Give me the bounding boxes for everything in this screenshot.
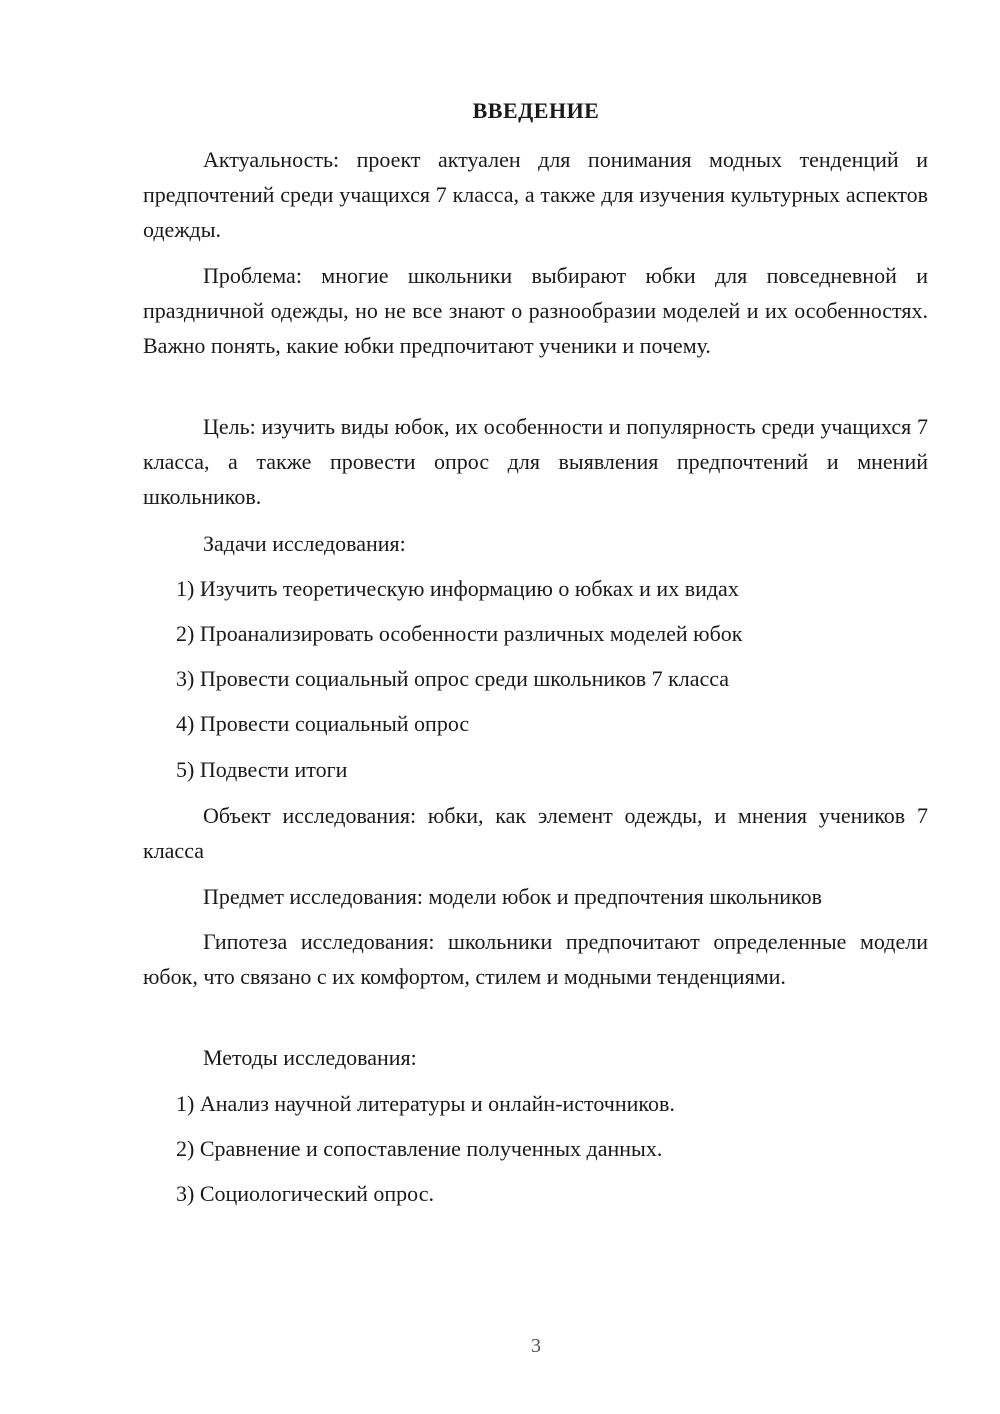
task-item: 2) Проанализировать особенности различных моделей юбок (176, 621, 743, 646)
paragraph-relevance: Актуальность: проект актуален для понимания модных тенденций и предпочтений среди учащихся 7 класса, а также для изучения культурных аспектов одежды. (143, 147, 928, 242)
paragraph-subject: Предмет исследования: модели юбок и предпочтения школьников (203, 884, 823, 909)
task-item: 1) Изучить теоретическую информацию о юбках и их видах (176, 576, 739, 601)
section-heading: ВВЕДЕНИЕ (472, 98, 600, 123)
method-item: 2) Сравнение и сопоставление полученных данных. (176, 1136, 663, 1161)
paragraph-object: Объект исследования: юбки, как элемент одежды, и мнения учеников 7 класса (143, 803, 928, 863)
task-item: 5) Подвести итоги (176, 757, 348, 782)
method-item: 3) Социологический опрос. (176, 1181, 434, 1206)
task-item: 3) Провести социальный опрос среди школьников 7 класса (176, 666, 730, 691)
page-number: 3 (531, 1335, 541, 1357)
method-item: 1) Анализ научной литературы и онлайн-источников. (176, 1091, 675, 1116)
paragraph-goal: Цель: изучить виды юбок, их особенности и популярность среди учащихся 7 класса, а также провести опрос для выявления предпочтений и мнений школьников. (143, 414, 928, 509)
paragraph-hypothesis: Гипотеза исследования: школьники предпочитают определенные модели юбок, что связано с их комфортом, стилем и модными тенденциями. (143, 929, 928, 989)
task-item: 4) Провести социальный опрос (176, 711, 470, 736)
tasks-title: Задачи исследования: (203, 531, 406, 556)
paragraph-problem: Проблема: многие школьники выбирают юбки для повседневной и праздничной одежды, но не все знают о разнообразии моделей и их особенностях. Важно понять, какие юбки предпочитают ученики и почему. (143, 263, 928, 358)
methods-title: Методы исследования: (203, 1045, 417, 1070)
